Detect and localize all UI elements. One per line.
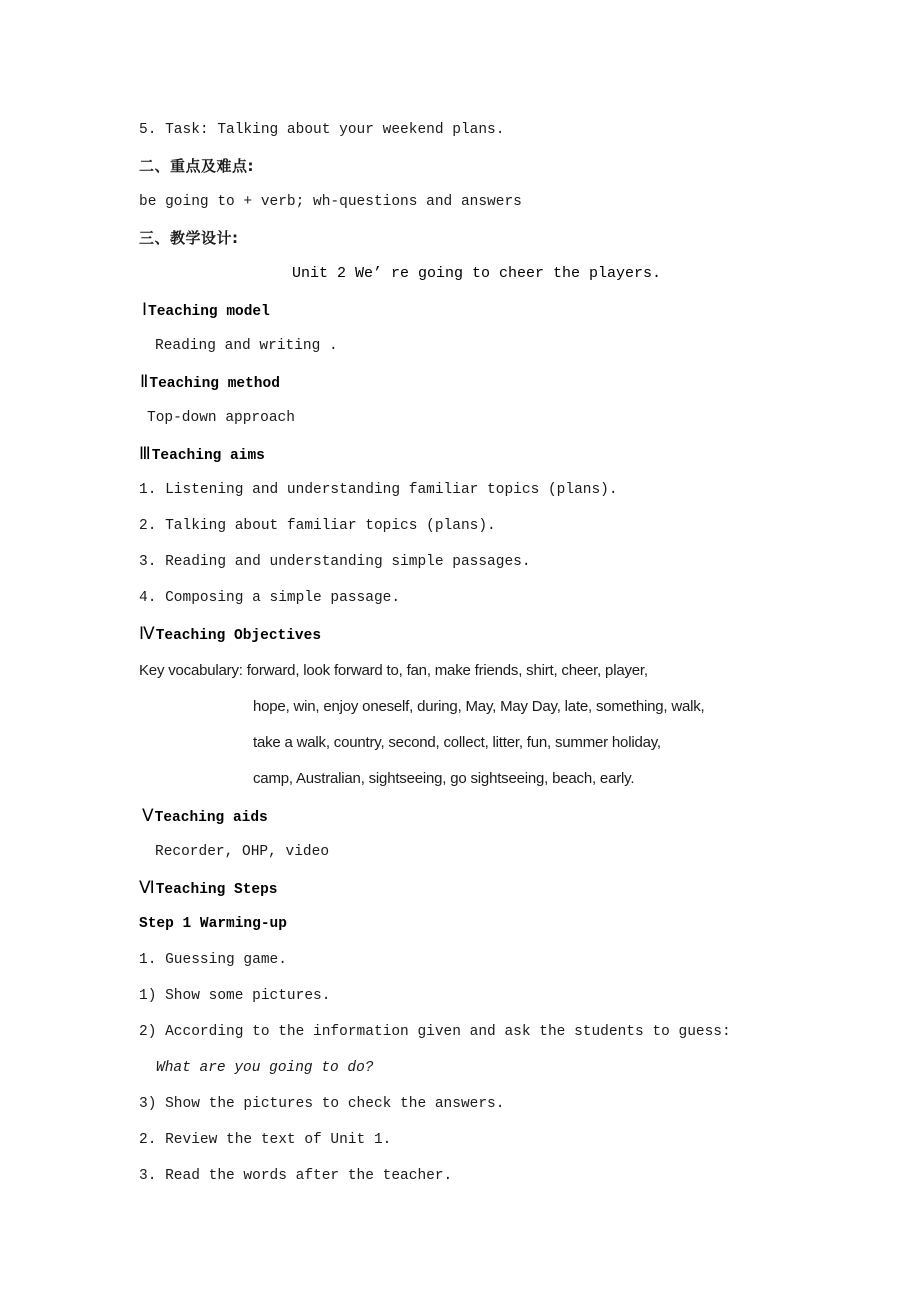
key-vocabulary-row	[139, 661, 648, 681]
section-heading-teaching-objectives	[139, 624, 321, 646]
section-heading-teaching-method	[140, 372, 280, 394]
step-item: 3. Read the words after the teacher.	[139, 1168, 453, 1184]
section-heading-text: Teaching aims	[151, 448, 265, 464]
section-heading-text: Teaching model	[148, 304, 270, 320]
section-heading-text: Teaching Objectives	[155, 628, 322, 644]
roman-numeral: Ⅳ	[139, 624, 155, 643]
task-line: 5. Task: Talking about your weekend plans.	[139, 122, 505, 138]
step-item: 1. Guessing game.	[139, 952, 287, 968]
section-heading-teaching-aids	[142, 806, 268, 828]
step-1-heading: Step 1 Warming-up	[139, 916, 287, 932]
section-heading-text: Teaching method	[149, 376, 280, 392]
section-3-heading: 三、教学设计:	[139, 229, 239, 247]
section-heading-text: Teaching aids	[154, 810, 268, 826]
teaching-aids-body: Recorder, OHP, video	[155, 844, 330, 860]
section-2-body: be going to + verb; wh-questions and answers	[139, 194, 522, 210]
aim-item: 1. Listening and understanding familiar topics (plans).	[139, 482, 618, 498]
teaching-model-body: Reading and writing .	[155, 338, 338, 354]
roman-numeral: Ⅴ	[142, 806, 154, 825]
step-item-question: What are you going to do?	[156, 1060, 374, 1076]
aim-item: 4. Composing a simple passage.	[139, 590, 401, 606]
section-heading-teaching-steps	[139, 878, 278, 900]
section-heading-teaching-model	[142, 300, 270, 322]
teaching-method-body: Top-down approach	[147, 410, 295, 426]
roman-numeral: Ⅲ	[139, 444, 151, 463]
step-item: 3) Show the pictures to check the answers.	[139, 1096, 505, 1112]
section-heading-text: Teaching Steps	[155, 882, 278, 898]
section-heading-teaching-aims	[139, 444, 265, 466]
vocabulary-line: take a walk, country, second, collect, litter, fun, summer holiday,	[253, 734, 661, 751]
roman-numeral: Ⅵ	[139, 878, 155, 897]
aim-item: 2. Talking about familiar topics (plans).	[139, 518, 496, 534]
step-item: 2) According to the information given and ask the students to guess:	[139, 1024, 731, 1040]
vocabulary-line: camp, Australian, sightseeing, go sightseeing, beach, early.	[253, 770, 635, 787]
step-item: 1) Show some pictures.	[139, 988, 331, 1004]
step-item: 2. Review the text of Unit 1.	[139, 1132, 392, 1148]
aim-item: 3. Reading and understanding simple passages.	[139, 554, 531, 570]
roman-numeral: Ⅱ	[140, 372, 149, 391]
section-2-heading: 二、重点及难点:	[139, 157, 254, 175]
key-vocabulary-label: Key vocabulary:	[139, 662, 243, 679]
roman-numeral: Ⅰ	[142, 300, 148, 319]
vocabulary-line: hope, win, enjoy oneself, during, May, May Day, late, something, walk,	[253, 698, 705, 715]
unit-title: Unit 2 We’ re going to cheer the players.	[292, 265, 662, 282]
vocabulary-line: forward, look forward to, fan, make friends, shirt, cheer, player,	[246, 662, 648, 679]
